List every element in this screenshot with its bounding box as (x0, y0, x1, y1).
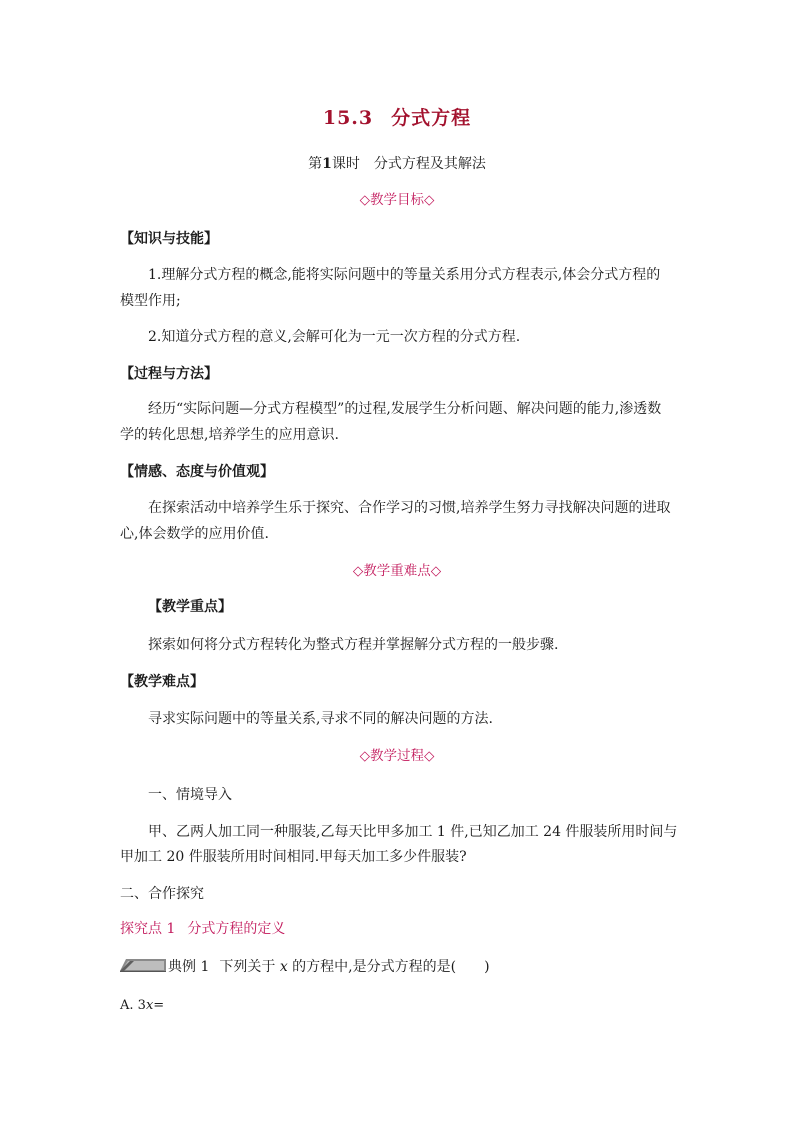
intro-text-cont: 甲加工 20 件服装所用时间相同.甲每天加工多少件服装? (120, 849, 467, 865)
section-title (0, 106, 794, 130)
emotion-text-cont: 心,体会数学的应用价值. (120, 526, 269, 542)
focus-heading: 【教学重点】 (148, 599, 232, 615)
example-1: 典例 1 下列关于 x 的方程中,是分式方程的是( ) (168, 959, 490, 975)
difficulty-heading: 【教学难点】 (120, 674, 204, 690)
process-heading: ◇教学过程◇ (359, 748, 435, 764)
focus-text: 探索如何将分式方程转化为整式方程并掌握解分式方程的一般步骤. (148, 637, 559, 653)
knowledge-item-2: 2.知道分式方程的意义,会解可化为一元一次方程的分式方程. (148, 329, 521, 345)
process-method-text-cont: 学的转化思想,培养学生的应用意识. (120, 427, 339, 443)
section-number: 15.3 (322, 107, 374, 129)
probe-point-1 (120, 919, 285, 939)
example-banner-icon (120, 958, 166, 972)
process-method-heading: 【过程与方法】 (120, 366, 218, 382)
goals-heading: ◇教学目标◇ (359, 192, 435, 208)
probe-label: 探究点 1 (120, 921, 176, 937)
keypoints-heading: ◇教学重难点◇ (352, 563, 442, 579)
difficulty-text: 寻求实际问题中的等量关系,寻求不同的解决问题的方法. (148, 711, 493, 727)
lesson-title: 分式方程及其解法 (373, 156, 486, 172)
probe-title: 分式方程的定义 (187, 921, 286, 937)
section-title-text: 分式方程 (391, 107, 472, 129)
process-method-text: 经历“实际问题—分式方程模型”的过程,发展学生分析问题、解决问题的能力,渗透数 (148, 401, 662, 417)
intro-heading: 一、情境导入 (148, 787, 232, 803)
emotion-text: 在探索活动中培养学生乐于探究、合作学习的习惯,培养学生努力寻找解决问题的进取 (148, 500, 671, 516)
knowledge-heading: 【知识与技能】 (120, 231, 218, 247)
lesson-subtitle: 第1课时 分式方程及其解法 (308, 156, 486, 172)
explore-heading: 二、合作探究 (120, 886, 204, 902)
knowledge-item-1-cont: 模型作用; (120, 293, 181, 309)
intro-text: 甲、乙两人加工同一种服装,乙每天比甲多加工 1 件,已知乙加工 24 件服装所用时间与 (148, 824, 678, 840)
example-label: 典例 1 (168, 959, 210, 975)
option-a: A. 3x= (120, 998, 165, 1013)
knowledge-item-1: 1.理解分式方程的概念,能将实际问题中的等量关系用分式方程表示,体会分式方程的 (148, 267, 661, 283)
emotion-heading: 【情感、态度与价值观】 (120, 464, 274, 480)
